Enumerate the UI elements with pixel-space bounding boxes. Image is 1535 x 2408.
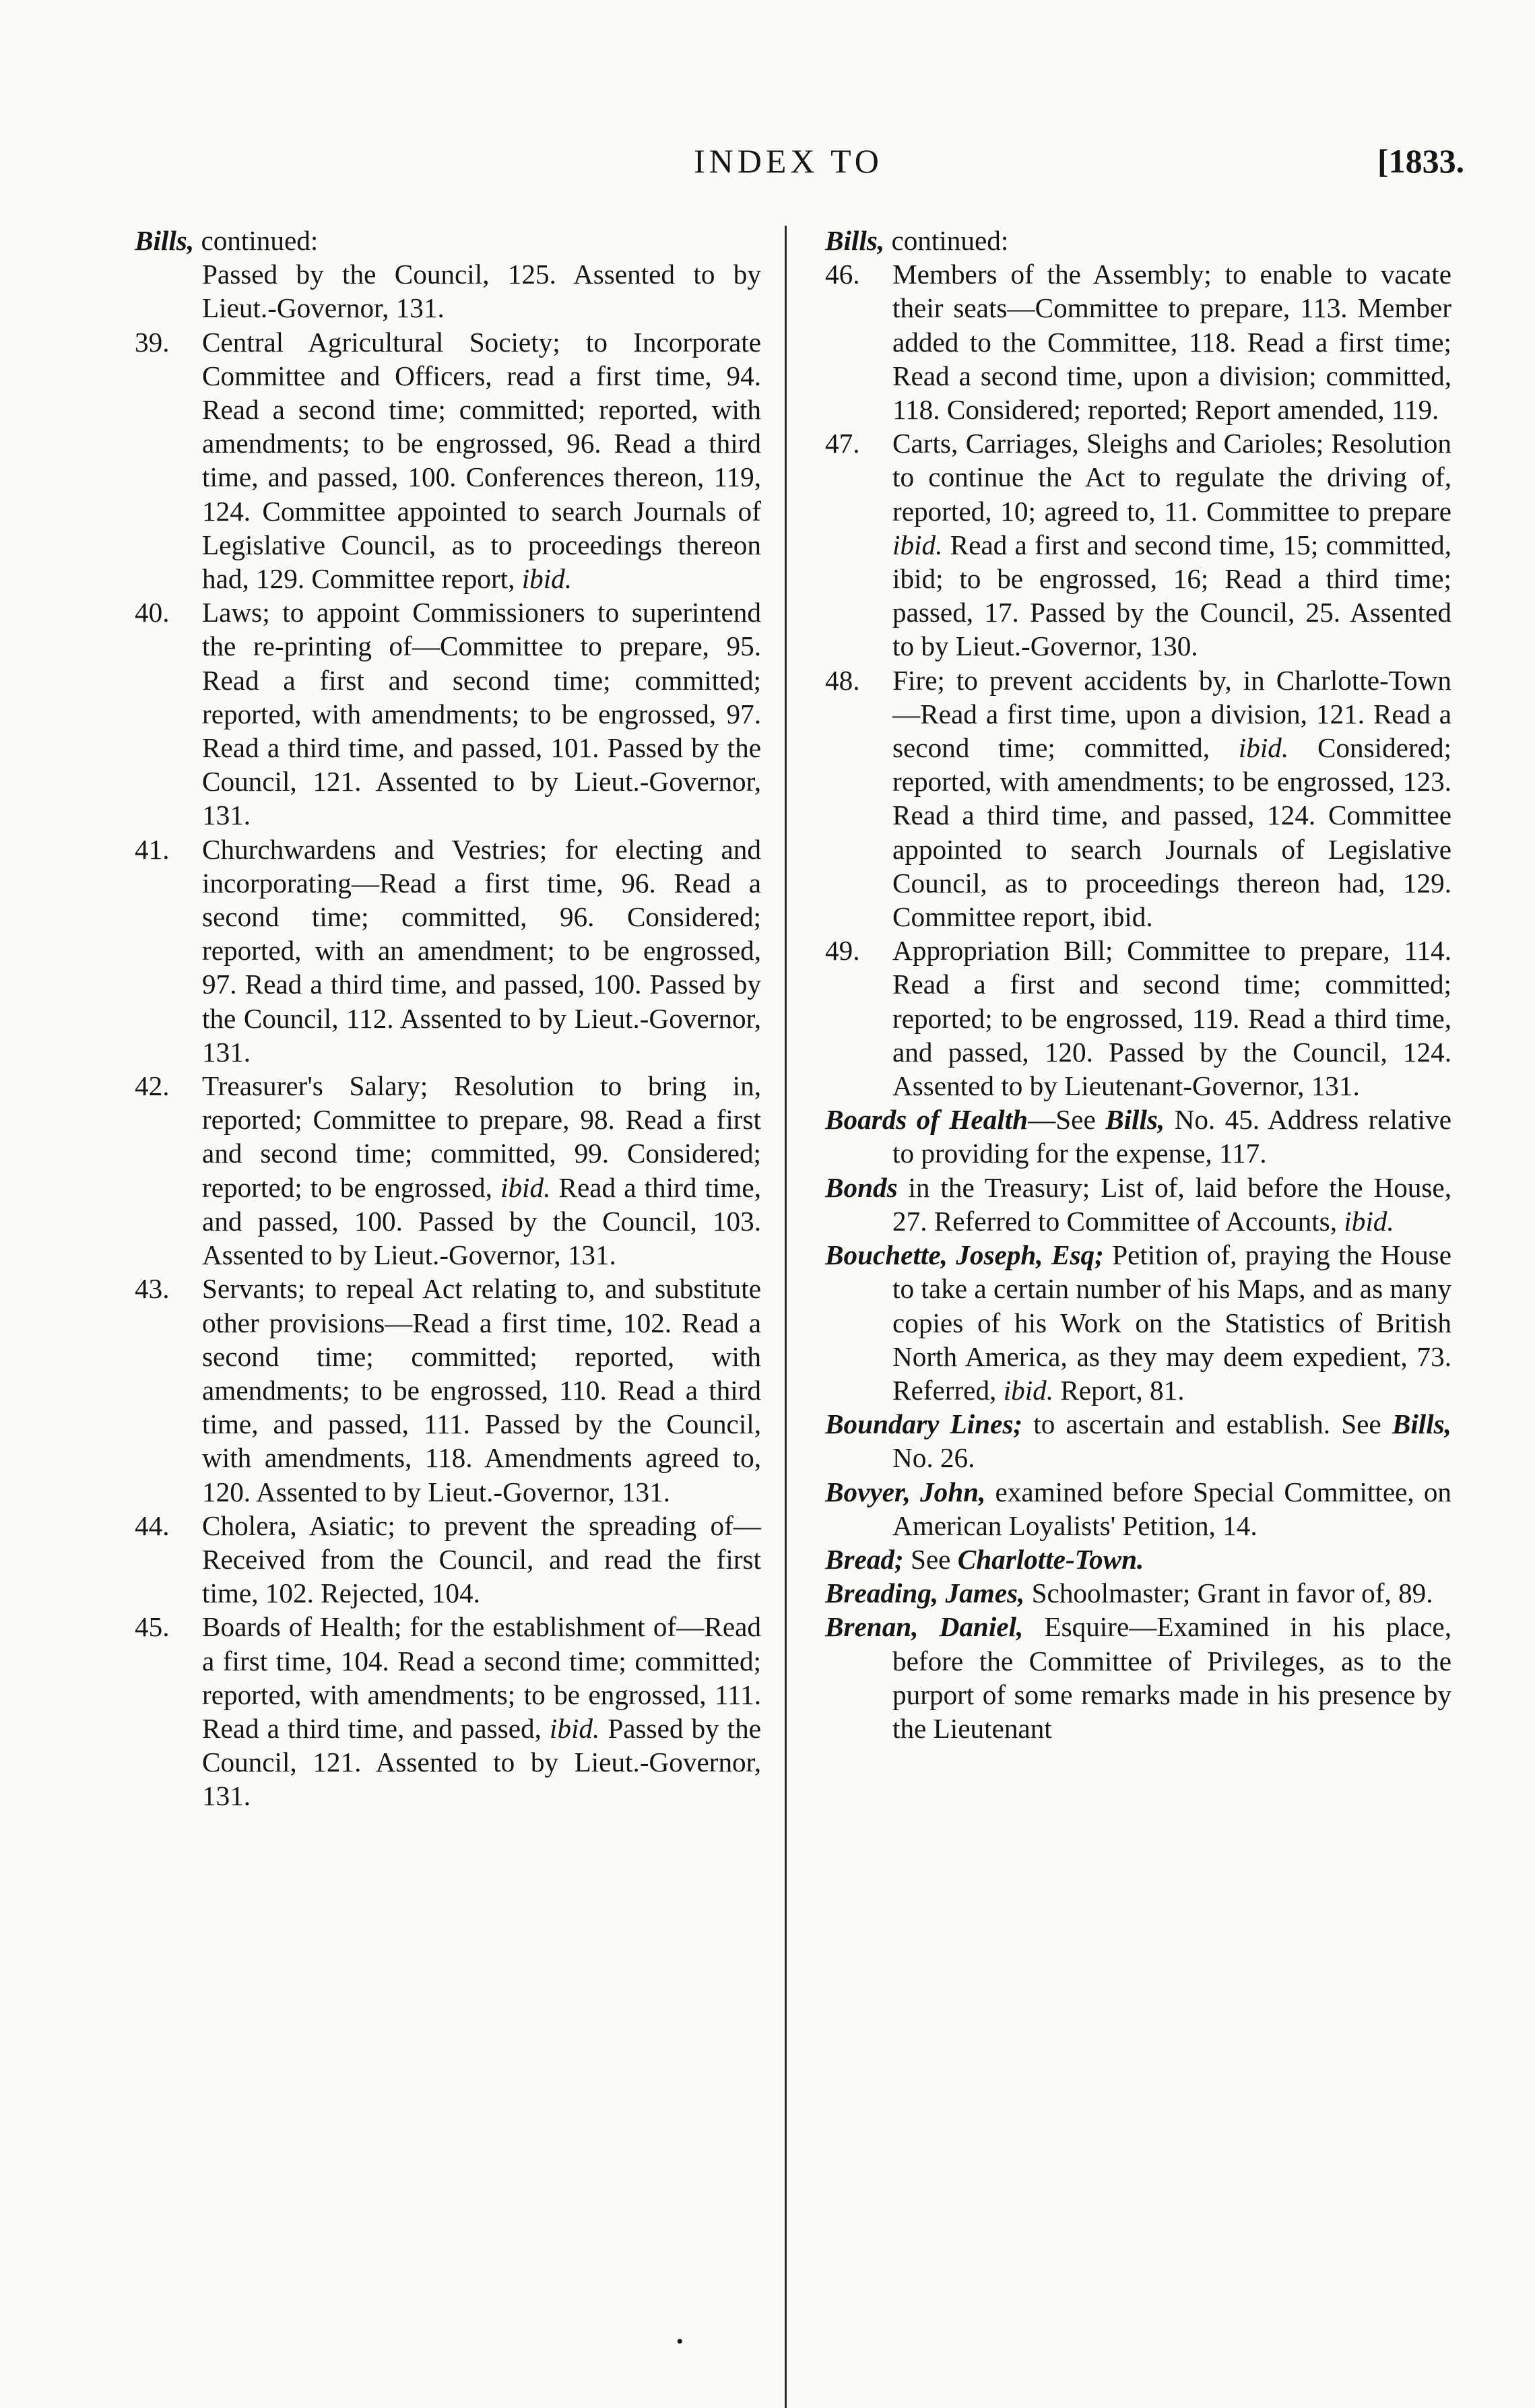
entry-head: Boards of Health [825, 1104, 1028, 1136]
index-entry-44 [135, 1509, 761, 1610]
entry-ref: Bills, [1392, 1408, 1451, 1440]
entry-head: Bouchette, Joseph, Esq; [825, 1239, 1104, 1271]
entry-ibid: ibid. [1238, 732, 1289, 764]
entry-text: to ascertain and establish. See [1022, 1408, 1392, 1440]
entry-number: 46. [825, 259, 860, 290]
index-entry-bonds [825, 1171, 1451, 1238]
entry-text: Fire; to prevent accidents by, in Charlotte-Town—Read a first time, upon a division, 121. Read a second time; committed, [892, 664, 1451, 764]
index-entry-46 [825, 257, 1451, 426]
printer-mark: • [676, 2331, 684, 2353]
entry-ref: ibid. [1003, 1374, 1054, 1406]
index-entry-48 [825, 663, 1451, 934]
entry-text: Schoolmaster; Grant in favor of, 89. [1024, 1577, 1433, 1609]
index-entry-47 [825, 426, 1451, 663]
index-entry-40 [135, 595, 761, 832]
index-entry-bouchette [825, 1238, 1451, 1407]
right-column-heading [825, 224, 1451, 257]
entry-text: Central Agricultural Society; to Incorporate Committee and Officers, read a first time, 94. Read a second time; committed; reported, with amendments; to be engrossed, 96. Read a third time, and passed, 100. Conferences thereon, 119, 124. Committee appointed to search Journals of Legislative Council, as to proceedings thereon had, 129. Committee report, [202, 326, 761, 595]
intro-entry: Passed by the Council, 125. Assented to by Lieut.-Governor, 131. [202, 259, 761, 324]
entry-head: Breading, James, [825, 1577, 1025, 1609]
entry-ref: ibid. [1344, 1205, 1394, 1237]
entry-text: Appropriation Bill; Committee to prepare, 114. Read a first and second time; committed; reported; to be engrossed, 119. Read a third time, and passed, 120. Passed by the Council, 124. Assented to by Lieutenant-Governor, 131. [892, 935, 1451, 1102]
entry-number: 43. [135, 1273, 170, 1305]
index-entry-49 [825, 934, 1451, 1103]
entry-rest: No. 45. Address relative to providing for the expense, 117. [892, 1104, 1452, 1169]
entry-text: Churchwardens and Vestries; for electing and incorporating—Read a first time, 96. Read a second time; committed, 96. Considered; reported, with an amendment; to be engrossed, 97. Read a third time, and passed, 100. Passed by the Council, 112. Assented to by Lieut.-Governor, 131. [202, 833, 761, 1068]
index-entry-42 [135, 1069, 761, 1272]
running-title: INDEX TO [694, 142, 883, 180]
entry-number: 39. [135, 326, 170, 358]
index-entry-boundary-lines [825, 1407, 1451, 1474]
entry-number: 40. [135, 597, 170, 628]
index-entry-45 [135, 1610, 761, 1813]
left-column [135, 224, 761, 1813]
entry-text: Servants; to repeal Act relating to, and substitute other provisions—Read a first time, 102. Read a second time; committed; reported, with amendments; to be engrossed, 110. Read a third time, and passed, 111. Passed by the Council, with amendments, 118. Amendments agreed to, 120. Assented to by Lieut.-Governor, 131. [202, 1273, 761, 1507]
page-header [0, 141, 1535, 189]
entry-text: in the Treasury; List of, laid before the House, 27. Referred to Committee of Accounts, [892, 1171, 1451, 1237]
heading-bills: Bills, [135, 225, 195, 256]
entry-ibid: ibid. [549, 1712, 600, 1744]
entry-head: Brenan, Daniel, [825, 1611, 1024, 1643]
entry-number: 49. [825, 935, 860, 967]
entry-rest: No. 26. [892, 1442, 975, 1474]
entry-text-after: Read a third time, and passed, 100. Passed by the Council, 103. Assented to by Lieut.-Governor, 131. [202, 1171, 761, 1271]
entry-ibid: ibid. [500, 1171, 551, 1203]
entry-ref: Charlotte-Town. [957, 1543, 1144, 1575]
entry-text: examined before Special Committee, on American Loyalists' Petition, 14. [892, 1476, 1452, 1541]
heading-bills: Bills, [825, 225, 885, 256]
entry-text-after: Passed by the Council, 121. Assented to by Lieut.-Governor, 131. [202, 1712, 761, 1812]
heading-continued: continued: [194, 225, 319, 256]
entry-text-after: Read a first and second time, 15; committed, ibid; to be engrossed, 16; Read a third time; passed, 17. Passed by the Council, 25. Assented to by Lieut.-Governor, 130. [892, 529, 1451, 662]
entry-text-after: Considered; reported, with amendments; to be engrossed, 123. Read a third time, and passed, 124. Committee appointed to search Journals of Legislative Council, as to proceedings thereon had, 129. Committee report, ibid. [892, 732, 1451, 933]
entry-text: Esquire—Examined in his place, before the Committee of Privileges, as to the purport of some remarks made in his presence by the Lieutenant [892, 1611, 1452, 1744]
index-entry-43 [135, 1272, 761, 1508]
right-column [825, 224, 1451, 1745]
entry-ref: Bills, [1105, 1104, 1165, 1136]
left-column-heading [135, 224, 761, 257]
entry-number: 45. [135, 1611, 170, 1643]
entry-head: Boundary Lines; [825, 1408, 1023, 1440]
entry-text: Members of the Assembly; to enable to vacate their seats—Committee to prepare, 113. Member added to the Committee, 118. Read a first time; Read a second time, upon a division; committed, 118. Considered; reported; Report amended, 119. [892, 259, 1451, 426]
index-entry-41 [135, 833, 761, 1069]
entry-ibid: ibid. [521, 563, 573, 595]
index-entry-39 [135, 325, 761, 596]
entry-text: Laws; to appoint Commissioners to superintend the re-printing of—Committee to prepare, 95. Read a first and second time; committed; reported, with amendments; to be engrossed, 97. Read a third time, and passed, 101. Passed by the Council, 121. Assented to by Lieut.-Governor, 131. [202, 597, 761, 831]
entry-ibid: ibid. [892, 529, 943, 560]
heading-continued: continued: [884, 225, 1009, 256]
entry-head: Bovyer, John, [825, 1476, 986, 1507]
entry-text: Carts, Carriages, Sleighs and Carioles; Resolution to continue the Act to regulate the driving of, reported, 10; agreed to, 11. Committee to prepare [892, 428, 1451, 527]
entry-text: Treasurer's Salary; Resolution to bring in, reported; Committee to prepare, 98. Read a first and second time; committed, 99. Considered; reported; to be engrossed, [202, 1070, 761, 1203]
entry-rest: Report, 81. [1053, 1374, 1185, 1406]
entry-head: Bonds [825, 1171, 898, 1203]
column-divider [785, 226, 787, 2408]
entry-number: 42. [135, 1070, 170, 1102]
entry-text: Boards of Health; for the establishment of—Read a first time, 104. Read a second time; committed; reported, with amendments; to be engrossed, 111. Read a third time, and passed, [202, 1611, 761, 1744]
page-year: [1833. [1377, 142, 1465, 180]
index-entry-boards-of-health [825, 1103, 1451, 1170]
entry-text: —See [1028, 1104, 1106, 1136]
index-entry-breading [825, 1576, 1451, 1610]
entry-text: Petition of, praying the House to take a certain number of his Maps, and as many copies of his Work on the Statistics of British North America, as they may deem expedient, 73. Referred, [892, 1239, 1451, 1406]
entry-number: 47. [825, 428, 860, 459]
index-entry-bread [825, 1542, 1451, 1576]
entry-text: Cholera, Asiatic; to prevent the spreading of—Received from the Council, and read the first time, 102. Rejected, 104. [202, 1509, 761, 1609]
entry-text: See [903, 1543, 958, 1575]
entry-number: 48. [825, 664, 860, 696]
index-entry-bovyer [825, 1475, 1451, 1542]
entry-head: Bread; [825, 1543, 904, 1575]
index-entry-brenan [825, 1610, 1451, 1745]
entry-number: 41. [135, 833, 170, 865]
entry-number: 44. [135, 1509, 170, 1541]
